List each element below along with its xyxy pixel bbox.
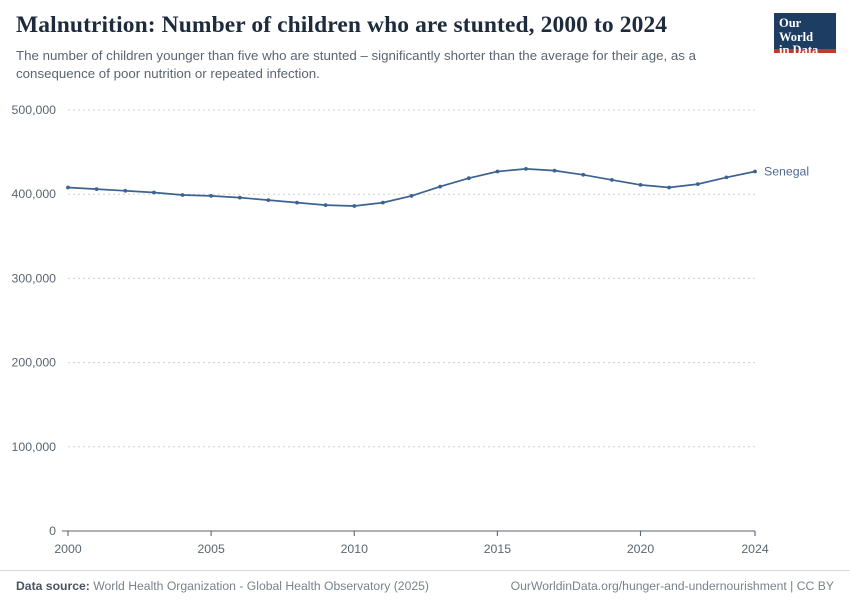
y-axis-tick-label: 300,000 [11,271,56,286]
x-axis-tick-label: 2015 [483,542,512,553]
series-data-point [181,193,185,197]
data-source-value: World Health Organization - Global Health Observatory (2025) [93,578,429,593]
y-axis-tick-label: 400,000 [11,187,56,202]
series-data-point [324,203,328,207]
series-data-point [696,182,700,186]
y-axis-tick-label: 0 [49,524,56,538]
plot-area [0,98,850,553]
series-line-senegal [68,169,755,206]
series-data-point [95,187,99,191]
series-data-point [352,204,356,208]
series-data-point [410,194,414,198]
series-data-point [152,191,156,195]
series-data-point [238,196,242,200]
series-data-point [66,186,70,190]
series-data-point [553,169,557,173]
line-chart-svg[interactable] [0,98,850,553]
series-data-point [267,198,271,202]
series-data-point [123,189,127,193]
page-title: Malnutrition: Number of children who are stunted, 2000 to 2024 [16,12,668,38]
chart-footer [0,570,850,600]
series-data-point [295,201,299,205]
x-axis-tick-label: 2010 [340,542,368,553]
series-data-point [581,173,585,177]
x-axis-tick-label: 2005 [197,542,225,553]
series-data-point [438,185,442,189]
attribution-link[interactable]: OurWorldinData.org/hunger-and-undernourishment | CC BY [510,578,834,593]
series-data-point [524,167,528,171]
logo-line-1: Our World [779,16,814,44]
y-axis-tick-label: 200,000 [11,355,56,370]
chart-header [16,12,756,83]
y-axis-tick-label: 500,000 [11,103,56,117]
series-data-point [381,201,385,205]
data-source [16,579,429,593]
x-axis-tick-label: 2020 [626,542,655,553]
chart-subtitle: The number of children younger than five who are stunted – significantly shorter than the average for their age, as a consequence of poor nutrition or repeated infection. [16,48,697,81]
series-data-point [725,176,729,180]
series-data-point [610,178,614,182]
data-source-label: Data source: [16,578,90,593]
series-data-point [667,186,671,190]
x-axis-tick-label: 2000 [54,542,82,553]
y-axis-tick-label: 100,000 [11,439,56,454]
series-data-point [753,170,757,174]
series-end-label-senegal: Senegal [764,164,810,179]
series-data-point [467,176,471,180]
series-data-point [496,170,500,174]
logo-line-2: in Data [779,43,819,57]
series-data-point [639,183,643,187]
our-world-in-data-logo[interactable] [774,13,836,57]
series-data-point [209,194,213,198]
x-axis-tick-label: 2024 [741,542,769,553]
